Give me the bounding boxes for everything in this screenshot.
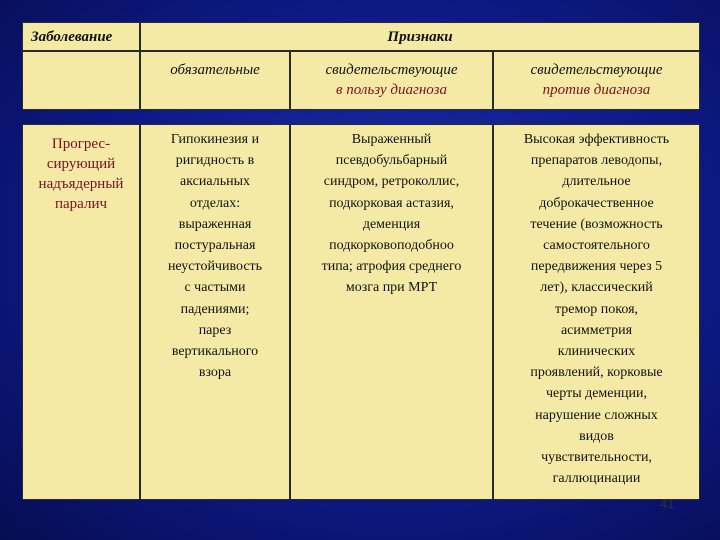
subheader-blank-cell [22,51,140,110]
body-against-line: чувствительности, [541,450,652,466]
body-disease-line: сирующий [46,156,116,172]
header-disease-label: Заболевание [31,29,113,45]
subheader-against-line2: против диагноза [542,82,651,98]
body-disease-line: паралич [54,196,108,212]
body-against-line: черты деменции, [546,386,647,402]
body-mandatory-line: аксиальных [180,174,250,190]
body-for-line: синдром, ретроколлис, [323,174,460,190]
body-mandatory-line: отделах: [189,195,241,211]
body-against-line: клинических [557,344,636,360]
subheader-against-cell [493,51,700,110]
body-mandatory-line: Гипокинезия и [170,132,260,147]
body-against-line: течение (возможность [530,216,663,232]
body-for-line: псевдобульбарный [335,153,448,169]
body-mandatory-line: падениями; [180,301,250,317]
header-disease-cell [22,22,140,51]
header-signs-cell [140,22,700,51]
body-mandatory-line: неустойчивость [167,259,263,275]
body-mandatory-line: выраженная [178,216,252,232]
subheader-against-line1: свидетельствующие [530,62,663,78]
body-mandatory-line: вертикального [171,344,259,360]
body-against-line: самостоятельного [543,238,650,254]
body-against-line: нарушение сложных [535,407,658,423]
body-against-cell [493,124,700,500]
subheader-mandatory-label: обязательные [170,62,260,78]
body-against-line: асимметрия [560,322,633,338]
subheader-for-cell [290,51,493,110]
body-against-line: длительное [562,174,631,190]
page-number: 41 [660,496,675,511]
body-against-line: лет), классический [540,280,653,296]
subheader-for-line1: свидетельствующие [325,62,458,78]
body-for-cell [290,124,493,500]
body-mandatory-cell [140,124,290,500]
body-disease-line: надъядерный [38,176,124,192]
body-mandatory-line: с частыми [184,280,246,296]
body-for-line: Выраженный [351,132,432,147]
body-mandatory-line: ригидность в [175,153,255,169]
body-disease-line: Прогрес- [51,136,111,152]
body-against-line: видов [579,428,614,444]
body-against-line: передвижения через 5 [530,259,663,275]
body-for-line: типа; атрофия среднего [321,259,462,275]
body-against-line: галлюцинации [552,471,641,487]
subheader-for-line2: в пользу диагноза [336,82,447,98]
body-for-line: подкорковоподобноо [329,238,454,254]
body-for-line: подкорковая астазия, [329,195,454,211]
body-for-line: мозга при МРТ [345,280,438,296]
body-for-line: деменция [362,216,421,232]
body-mandatory-line: взора [198,365,232,381]
body-against-line: препаратов леводопы, [530,153,663,169]
body-disease-cell [22,124,140,500]
body-against-line: проявлений, корковые [530,365,663,381]
header-signs-label: Признаки [387,29,453,45]
body-against-line: тремор покоя, [554,301,639,317]
body-against-line: доброкачественное [539,195,654,211]
body-mandatory-line: постуральная [174,238,256,254]
body-mandatory-line: парез [198,322,232,338]
subheader-mandatory-cell [140,51,290,110]
body-against-line: Высокая эффективность [523,132,670,147]
